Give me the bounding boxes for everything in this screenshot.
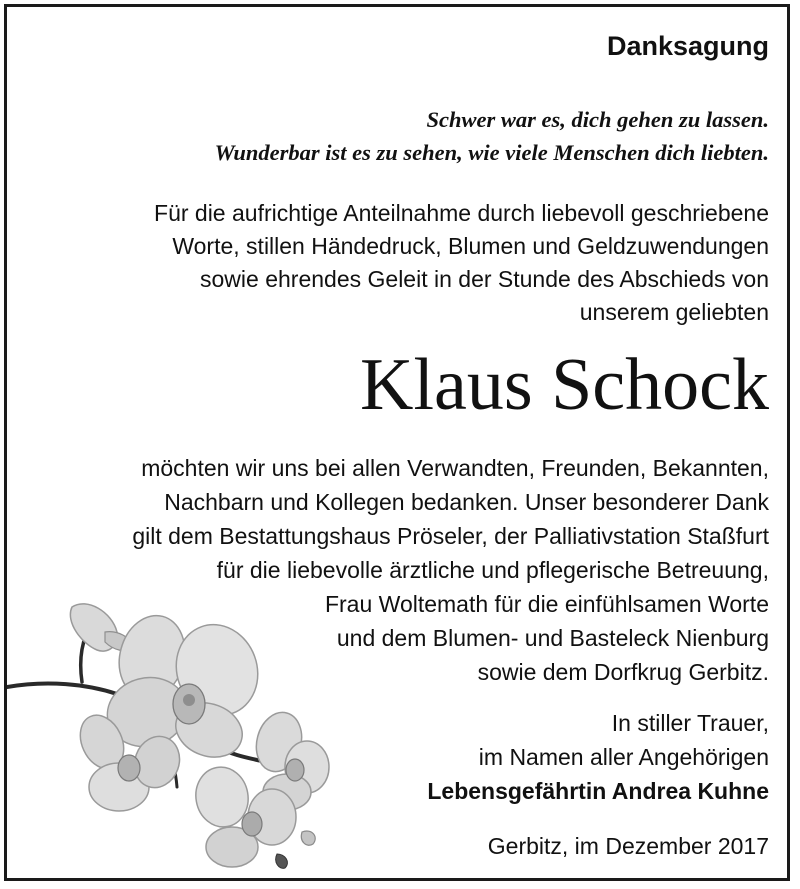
signature-line: In stiller Trauer, [611,710,769,736]
intro-line: Worte, stillen Händedruck, Blumen und Geldzuwendungen [172,233,769,259]
notice-heading: Danksagung [606,31,769,61]
intro-line: sowie ehrendes Geleit in der Stunde des Abschieds von [200,266,769,292]
intro-paragraph [154,197,769,329]
signature-line: im Namen aller Angehörigen [478,744,769,770]
thanks-line: Nachbarn und Kollegen bedanken. Unser besonderer Dank [164,489,769,515]
intro-line: Für die aufrichtige Anteilnahme durch liebevoll geschriebene [154,200,769,226]
motto-line: Schwer war es, dich gehen zu lassen. [426,107,769,132]
signer-name: Lebensgefährtin Andrea Kuhne [427,778,769,804]
deceased-name: Klaus Schock [360,344,769,426]
motto-line: Wunderbar ist es zu sehen, wie viele Menschen dich liebten. [214,140,769,165]
thanks-line: sowie dem Dorfkrug Gerbitz. [477,659,769,685]
thanks-line: und dem Blumen- und Basteleck Nienburg [336,625,769,651]
thanks-line: für die liebevolle ärztliche und pflegerische Betreuung, [216,557,769,583]
orchid-flower-large [100,608,271,766]
thanks-line: Frau Woltemath für die einfühlsamen Worte [324,591,769,617]
intro-line: unserem geliebten [579,299,769,325]
motto-quote [215,103,769,169]
thanks-line: möchten wir uns bei allen Verwandten, Freunden, Bekannten, [141,455,769,481]
obituary-notice [4,4,790,881]
orchid-branch-icon [7,592,337,877]
place-and-date: Gerbitz, im Dezember 2017 [487,833,769,859]
signature-block [427,706,769,808]
thanks-line: gilt dem Bestattungshaus Pröseler, der Palliativstation Staßfurt [132,523,769,549]
